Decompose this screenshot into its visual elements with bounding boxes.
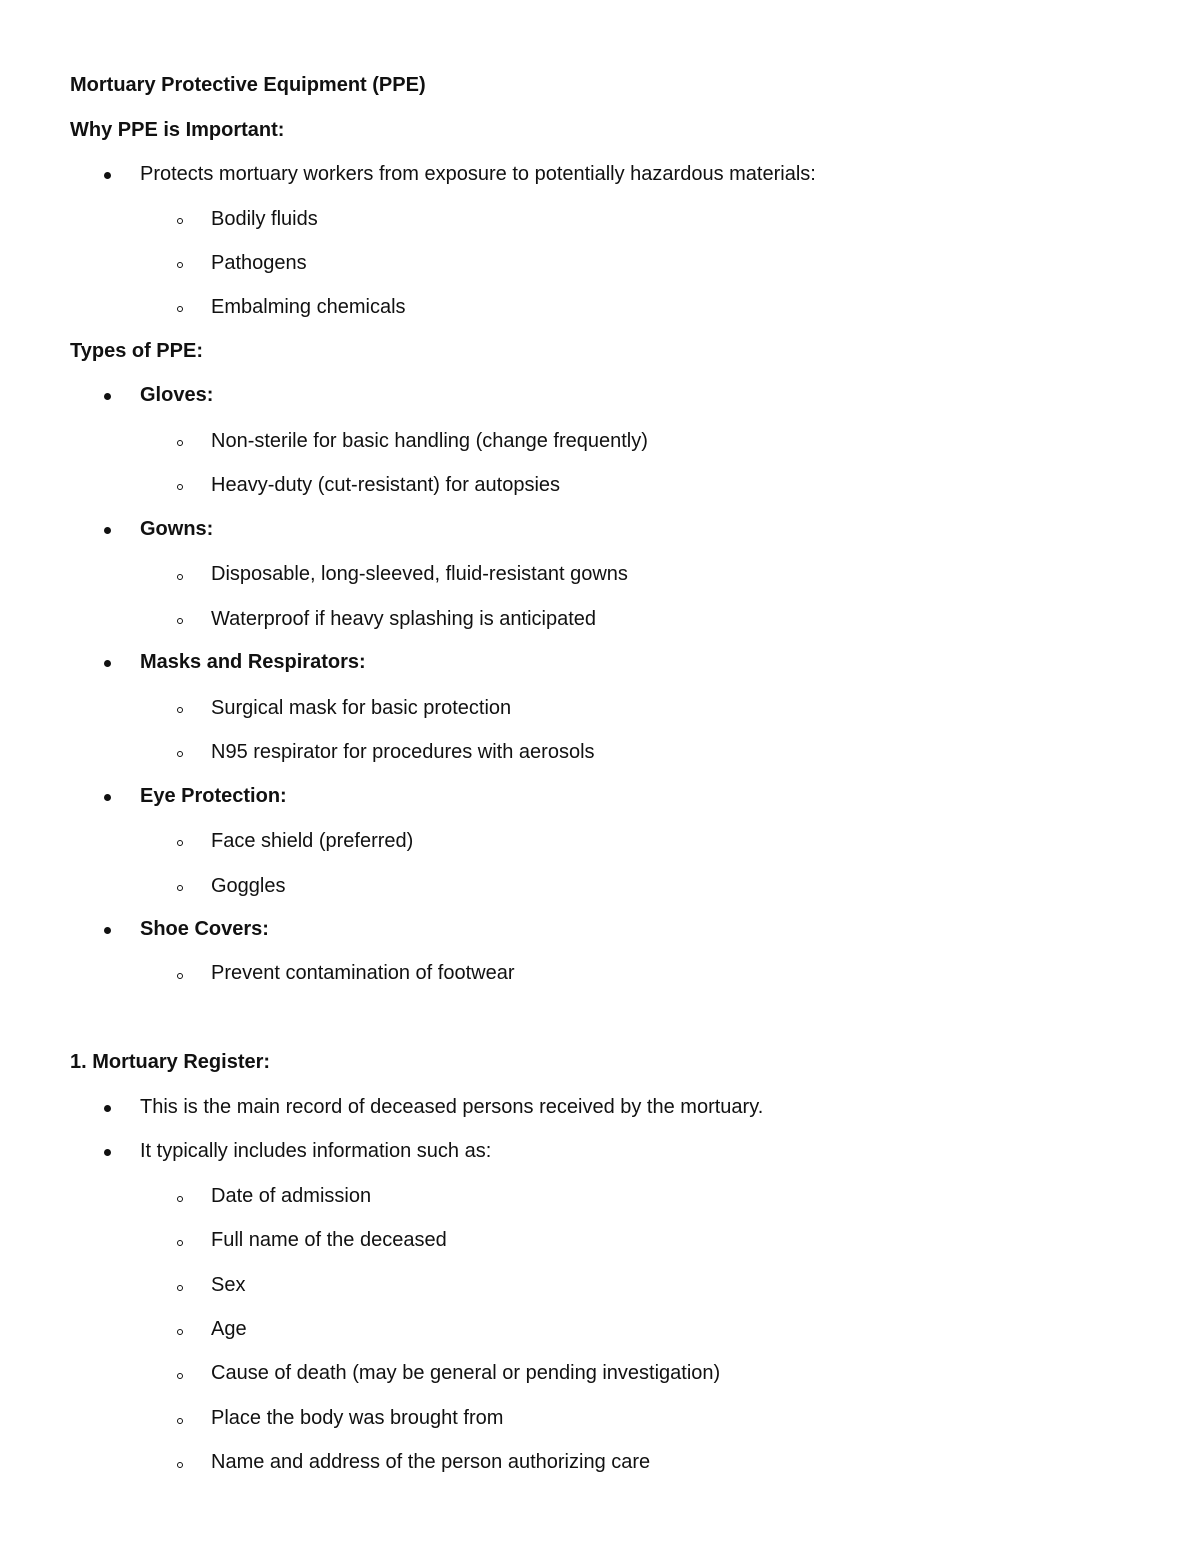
ppe-type-gloves: Gloves:: [140, 384, 214, 406]
list-item: Name and address of the person authorizing care: [211, 1451, 651, 1473]
bullet-icon: [104, 172, 111, 179]
circle-bullet-icon: [177, 1285, 183, 1291]
ppe-type-gowns: Gowns:: [140, 518, 214, 540]
circle-bullet-icon: [177, 973, 183, 979]
why-heading: Why PPE is Important:: [70, 119, 285, 141]
circle-bullet-icon: [177, 440, 183, 446]
list-item: Pathogens: [211, 252, 307, 274]
circle-bullet-icon: [177, 262, 183, 268]
circle-bullet-icon: [177, 574, 183, 580]
circle-bullet-icon: [177, 1329, 183, 1335]
circle-bullet-icon: [177, 218, 183, 224]
circle-bullet-icon: [177, 1462, 183, 1468]
document-title: Mortuary Protective Equipment (PPE): [70, 74, 426, 96]
list-item: Heavy-duty (cut-resistant) for autopsies: [211, 474, 561, 496]
list-item: Sex: [211, 1274, 246, 1296]
circle-bullet-icon: [177, 1373, 183, 1379]
circle-bullet-icon: [177, 618, 183, 624]
list-item: Disposable, long-sleeved, fluid-resistant gowns: [211, 563, 628, 585]
list-item: Face shield (preferred): [211, 830, 414, 852]
register-heading: 1. Mortuary Register:: [70, 1051, 271, 1073]
list-item: Surgical mask for basic protection: [211, 697, 512, 719]
circle-bullet-icon: [177, 1196, 183, 1202]
list-item: Date of admission: [211, 1185, 372, 1207]
register-point: It typically includes information such as:: [140, 1140, 492, 1162]
list-item: Bodily fluids: [211, 208, 318, 230]
bullet-icon: [104, 1105, 111, 1112]
list-item: Prevent contamination of footwear: [211, 962, 515, 984]
list-item: Embalming chemicals: [211, 296, 406, 318]
circle-bullet-icon: [177, 1240, 183, 1246]
circle-bullet-icon: [177, 1418, 183, 1424]
list-item: Non-sterile for basic handling (change frequently): [211, 430, 648, 452]
ppe-type-eye-protection: Eye Protection:: [140, 785, 287, 807]
bullet-icon: [104, 393, 111, 400]
register-point: This is the main record of deceased persons received by the mortuary.: [140, 1096, 764, 1118]
list-item: Waterproof if heavy splashing is anticipated: [211, 608, 597, 630]
list-item: Age: [211, 1318, 247, 1340]
list-item: Place the body was brought from: [211, 1407, 504, 1429]
bullet-icon: [104, 927, 111, 934]
circle-bullet-icon: [177, 484, 183, 490]
list-item: N95 respirator for procedures with aerosols: [211, 741, 595, 763]
bullet-icon: [104, 527, 111, 534]
bullet-icon: [104, 660, 111, 667]
ppe-type-masks: Masks and Respirators:: [140, 651, 366, 673]
ppe-type-shoe-covers: Shoe Covers:: [140, 918, 269, 940]
circle-bullet-icon: [177, 751, 183, 757]
bullet-icon: [104, 794, 111, 801]
circle-bullet-icon: [177, 306, 183, 312]
bullet-icon: [104, 1149, 111, 1156]
why-intro: Protects mortuary workers from exposure to potentially hazardous materials:: [140, 163, 816, 185]
list-item: Full name of the deceased: [211, 1229, 447, 1251]
list-item: Goggles: [211, 875, 286, 897]
list-item: Cause of death (may be general or pending investigation): [211, 1362, 721, 1384]
circle-bullet-icon: [177, 885, 183, 891]
circle-bullet-icon: [177, 707, 183, 713]
circle-bullet-icon: [177, 840, 183, 846]
types-heading: Types of PPE:: [70, 340, 203, 362]
